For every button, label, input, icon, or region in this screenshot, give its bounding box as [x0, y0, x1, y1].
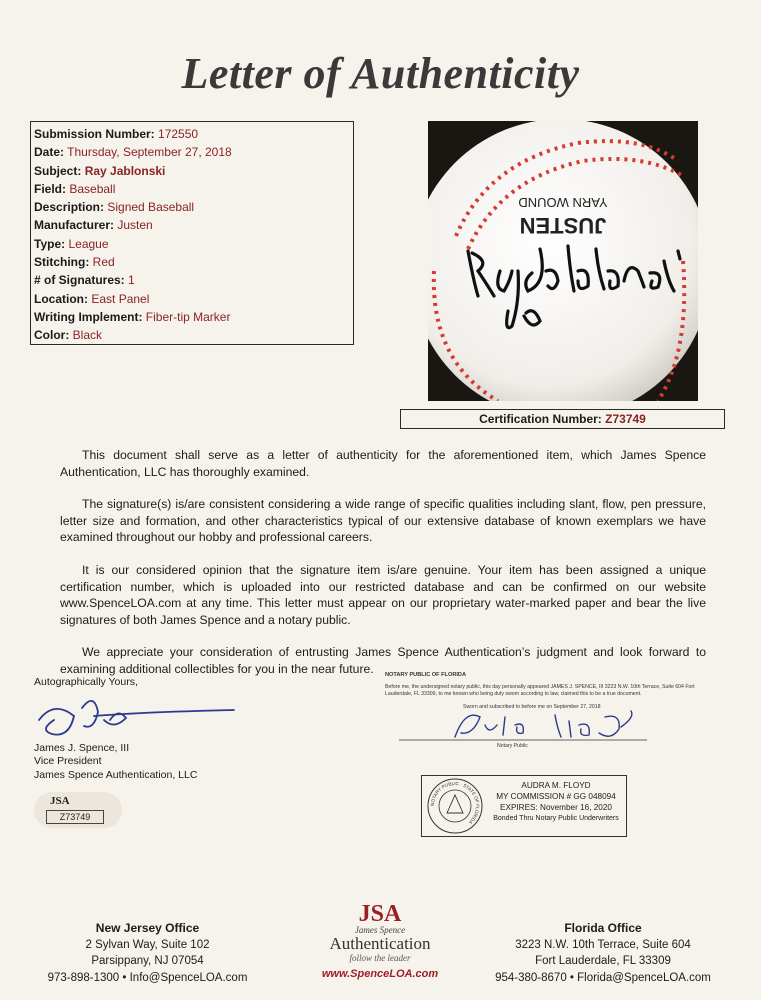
body-paragraph: We appreciate your consideration of entrusting James Spence Authentication’s judgment and look forward to examining additional collectibles for you in the near future. — [60, 645, 706, 676]
detail-label: Color: — [34, 328, 70, 343]
jsa-sticker — [34, 792, 122, 828]
seal-commission: MY COMMISSION # GG 048094 — [496, 792, 616, 801]
detail-value: 1 — [128, 273, 135, 288]
detail-row — [34, 180, 353, 198]
item-photo — [428, 121, 698, 401]
notary-seal-emblem — [425, 777, 485, 835]
detail-label: Manufacturer: — [34, 218, 115, 233]
detail-value: Thursday, September 27, 2018 — [67, 145, 232, 160]
fl-office-line2: Fort Lauderdale, FL 33309 — [535, 955, 671, 967]
fl-office-heading: Florida Office — [564, 921, 642, 935]
detail-label: Subject: — [34, 163, 82, 178]
detail-row — [34, 198, 353, 216]
ball-brand-text: JUSTEN — [519, 213, 607, 238]
signer-role: Vice President — [34, 755, 102, 767]
detail-label: Stitching: — [34, 255, 90, 270]
detail-label: Date: — [34, 145, 65, 160]
logo-mark: JSA — [358, 901, 402, 927]
page-title: Letter of Authenticity — [181, 49, 580, 98]
detail-value: Justen — [117, 218, 153, 233]
detail-row — [34, 162, 353, 180]
seal-bonded: Bonded Thru Notary Public Underwriters — [493, 815, 619, 822]
baseball-image — [428, 121, 698, 401]
logo-word: Authentication — [329, 934, 431, 953]
detail-label: # of Signatures: — [34, 273, 125, 288]
notary-statement: Before me, the undersigned notary public, this day personally appeared JAMES J. SPENCE, III 3223 N.W. 10th Terrace, Suite 604 Fort Lauderdale, FL 33309, to me known who being duly sworn according to law, claimed this to be a true document. — [385, 684, 695, 697]
detail-row — [34, 143, 353, 161]
body-paragraph: The signature(s) is/are consistent considering a wide range of specific qualities including slant, flow, pen pressure, letter size and formation, and other characteristics typical of our extensive database of known exemplars we have examined throughout our hobby and professional careers. — [60, 497, 706, 545]
detail-value: Black — [72, 328, 103, 343]
logo-tagline: follow the leader — [349, 953, 411, 963]
seal-expires: EXPIRES: November 16, 2020 — [500, 803, 612, 812]
nj-office-heading: New Jersey Office — [95, 921, 200, 935]
ball-stamp — [518, 195, 607, 238]
details-box — [30, 121, 354, 345]
fl-office-contact: 954-380-8670 • Florida@SpenceLOA.com — [495, 971, 711, 984]
detail-value: Red — [92, 255, 115, 270]
detail-label: Field: — [34, 181, 66, 196]
nj-office-line2: Parsippany, NJ 07054 — [91, 955, 204, 967]
seal-name: AUDRA M. FLOYD — [521, 781, 591, 790]
detail-row — [34, 125, 353, 143]
notary-signature — [385, 707, 725, 743]
nj-office-line1: 2 Sylvan Way, Suite 102 — [85, 938, 210, 951]
svg-text:NOTARY PUBLIC · STATE OF FLORI — [430, 781, 480, 826]
notary-public-label: Notary Public — [497, 743, 528, 749]
nj-office-contact: 973-898-1300 • Info@SpenceLOA.com — [47, 971, 248, 984]
fl-office-line1: 3223 N.W. 10th Terrace, Suite 604 — [515, 938, 691, 951]
signer-company: James Spence Authentication, LLC — [34, 768, 198, 781]
detail-row — [34, 308, 353, 326]
certification-number-box — [400, 409, 725, 429]
certification-label: Certification Number: — [479, 412, 602, 426]
detail-value: Ray Jablonski — [84, 163, 166, 178]
body-paragraph: It is our considered opinion that the signature item is/are genuine. Your item has been assigned a unique certification number, which is uploaded into our restricted database and can be confirmed on our website www.SpenceLOA.com at any time. This letter must appear on our proprietary water-marked paper and bear the live signatures of both James Spence and a notary public. — [60, 562, 706, 627]
detail-label: Description: — [34, 200, 105, 215]
detail-value: League — [68, 236, 109, 251]
detail-label: Writing Implement: — [34, 309, 143, 324]
notary-block — [385, 672, 725, 750]
seal-text — [488, 780, 624, 824]
detail-value: East Panel — [91, 291, 150, 306]
detail-value: Fiber-tip Marker — [145, 309, 231, 324]
detail-label: Type: — [34, 236, 66, 251]
detail-row — [34, 235, 353, 253]
sticker-number: Z73749 — [46, 810, 104, 824]
letter-body — [60, 447, 706, 694]
detail-row — [34, 271, 353, 289]
detail-value: Signed Baseball — [107, 200, 195, 215]
notary-heading: NOTARY PUBLIC OF FLORIDA — [385, 672, 467, 678]
sticker-brand: JSA — [50, 795, 70, 807]
detail-row — [34, 253, 353, 271]
signer-name: James J. Spence, III — [34, 741, 130, 754]
seal-ring-text: NOTARY PUBLIC · STATE OF FLORIDA — [429, 780, 481, 826]
detail-label: Location: — [34, 291, 88, 306]
body-paragraph: This document shall serve as a letter of authenticity for the aforementioned item, which James Spence Authentication, LLC has thoroughly examined. — [60, 448, 706, 479]
notary-sworn: Sworn and subscribed to before me on September 27, 2018 — [463, 704, 601, 710]
jsa-logo — [310, 903, 450, 993]
detail-row — [34, 326, 353, 344]
logo-url: www.SpenceLOA.com — [321, 968, 439, 980]
ball-yarn-text: YARN WOUND — [518, 195, 608, 210]
detail-label: Submission Number: — [34, 127, 155, 141]
logo-name: James Spence — [354, 925, 406, 935]
detail-value: Baseball — [69, 181, 116, 196]
notary-seal — [421, 775, 627, 837]
detail-row — [34, 216, 353, 234]
signoff-closing: Autographically Yours, — [34, 676, 138, 688]
spence-signature — [34, 690, 274, 742]
fl-office — [478, 920, 728, 986]
certification-number: Z73749 — [605, 412, 646, 426]
detail-value: 172550 — [158, 127, 199, 141]
signoff-block — [34, 676, 274, 828]
nj-office — [40, 920, 255, 986]
detail-row — [34, 290, 353, 308]
